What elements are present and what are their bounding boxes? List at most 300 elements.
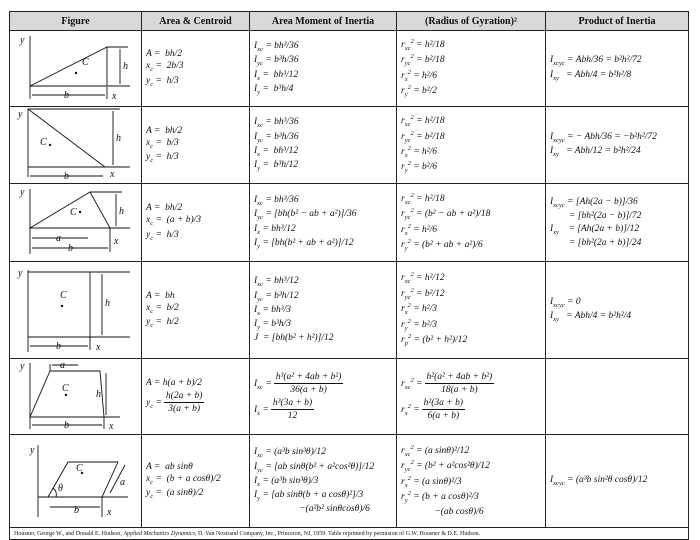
subscript: x [404,75,408,83]
subscript: y [257,242,261,250]
subscript: xc [257,452,263,460]
expression: = h²/6 [413,224,437,235]
symbol: I [254,237,258,248]
symbol: x [146,473,151,484]
figure-cell [10,107,142,184]
formula [550,145,684,159]
expression: = b²/18 [416,131,445,142]
formula [254,208,392,222]
symbol: I [254,475,258,486]
expression: = bh³/12 [262,146,299,156]
symbol: r [401,162,405,173]
formula [401,444,541,459]
denominator: 12 [287,410,298,421]
subscript: y [404,245,408,253]
expression: = h²/6 [413,147,437,158]
figure-cell [10,359,142,435]
formula [401,238,541,253]
expression: = (a³b sin³θ)/12 [265,447,326,458]
fraction [422,397,465,423]
expression: = (b + a cosθ)/2 [155,473,221,484]
numerator: h³(a² + 4ab + b²) [274,371,344,384]
subscript: xc [257,199,263,207]
formula [254,237,392,251]
header-inertia: Area Moment of Inertia [250,12,397,31]
figure-label-b: b [56,341,61,352]
expression: = (a sinθ)/2 [155,488,204,499]
formula [401,130,541,145]
formula [401,84,541,99]
formula [401,145,541,160]
subscript: yc [257,295,263,303]
figure-label-y: y [18,109,23,120]
subscript: c [150,142,154,150]
formula [401,506,541,518]
formula [550,210,684,222]
expression: = b/2 [155,302,179,313]
subscript: xc [404,450,411,458]
figure-label-b: b [74,505,79,516]
subscript: xcyc [553,479,565,487]
formula [401,302,541,317]
symbol: r [401,116,405,127]
symbol: I [254,83,258,94]
symbol: I [550,311,554,321]
formula [254,332,392,344]
expression: = h²/18 [416,116,445,127]
formula [254,371,392,397]
subscript: y [257,165,261,173]
formula [146,229,245,243]
denominator: 36(a + b) [290,385,327,396]
expression: = b³h/4 [262,83,294,94]
symbol: r [401,378,405,389]
formula [550,131,684,145]
symbol: x [146,137,151,148]
formula [401,192,541,207]
expression: = − Abh/36 = −b²h²/72 [567,131,657,142]
superscript: 2 [407,317,411,325]
figure-label-b: b [68,243,73,254]
denominator: 3(a + b) [168,404,201,415]
expression: = (b² + a²cos²θ)/12 [416,461,490,472]
inertia-cell [250,359,397,435]
formula [254,475,392,489]
subscript: xc [404,383,411,391]
symbol: y [146,317,151,328]
symbol: I [254,117,258,128]
figure-label-c: C [70,207,77,218]
symbol: I [254,40,258,51]
subscript: xy [553,228,559,236]
expression: = bh³/12 [262,69,299,80]
formula [146,302,245,316]
formula [254,159,392,173]
area-cell [142,359,250,435]
inertia-cell [250,262,397,359]
formula [550,474,684,488]
subscript: xc [257,383,263,391]
figure-label-h: h [119,206,124,217]
header-area: Area & Centroid [142,12,250,31]
expression: = Abh/12 = b²h²/24 [561,146,641,156]
subscript: c [150,220,154,228]
expression: = h²/12 [416,273,445,284]
formula [401,69,541,84]
formula [254,116,392,130]
superscript: 2 [407,160,411,168]
subscript: xcyc [553,201,565,209]
product-cell [546,359,689,435]
formula [146,473,245,487]
subscript: yc [257,466,263,474]
expression: = ab sinθ [154,461,193,472]
symbol: r [401,461,405,472]
symbol: A [146,290,152,301]
formula [401,490,541,505]
formula [401,114,541,129]
citation-text-end: , D. Van Nostrand Company, Inc., Princeton, NJ, 1959. Table reprinted by permision of G.W. Housner & D.E. Hudson. [194,530,481,537]
formula [254,446,392,460]
symbol: r [401,476,405,487]
formula [254,40,392,54]
formula [401,53,541,68]
subscript: c [150,80,154,88]
figure-cell [10,184,142,262]
formula [401,459,541,474]
superscript: 2 [410,271,414,279]
symbol: r [401,147,405,158]
superscript: 2 [407,474,411,482]
formula [550,296,684,310]
area-cell [142,31,250,107]
gyration-cell [397,107,546,184]
formula [146,316,245,330]
fraction [271,397,314,423]
expression: = bh³/36 [265,40,299,51]
figure-label-x: x [107,507,112,518]
symbol: r [401,492,405,503]
symbol: x [146,61,151,72]
expression: = (b² + h²)/12 [413,335,468,346]
figure-label-x: x [114,236,119,247]
figure-right-triangle [10,31,133,103]
figure-label-y: y [20,187,25,198]
symbol: r [401,335,405,346]
product-cell [546,184,689,262]
figure-label-c: C [60,290,67,301]
expression: = [413,404,420,415]
subscript: xc [404,121,411,129]
formula [401,475,541,490]
subscript: c [150,234,154,242]
symbol: I [254,319,258,330]
citation-title: Applied Mechanics Dynamics [123,530,195,537]
figure-cell [10,435,142,528]
figure-label-x: x [112,91,117,102]
expression: = bh [154,290,175,301]
superscript: 2 [407,83,411,91]
header-gyration: (Radius of Gyration)² [397,12,546,31]
figure-cell [10,262,142,359]
expression: = [416,378,423,389]
formula [401,318,541,333]
symbol: r [401,446,405,457]
expression: = h²/18 [416,193,445,204]
fraction [164,390,205,416]
figure-parallelogram [10,435,133,524]
subscript: y [257,495,261,503]
expression: = h/3 [155,229,179,240]
symbol: I [254,69,258,80]
subscript: y [257,324,261,332]
subscript: x [404,481,408,489]
denominator: 6(a + b) [427,410,460,421]
superscript: 2 [410,376,414,384]
formula [401,287,541,302]
expression: = [155,397,162,408]
denominator: 18(a + b) [441,385,478,396]
product-cell [546,107,689,184]
subscript: c [150,478,154,486]
area-cell [142,262,250,359]
figure-label-y: y [30,445,35,456]
symbol: I [254,461,258,472]
symbol: I [254,194,258,205]
formula [550,310,684,324]
symbol: r [401,55,405,66]
symbol: r [401,404,405,415]
figure-label-b: b [64,171,69,180]
area-cell [142,435,250,528]
symbol: J [254,333,259,344]
expression: = [bh(b² − ab + a²)]/36 [265,209,357,220]
expression: = (a + b)/3 [155,215,202,226]
table-row [10,184,689,262]
expression: −(ab cosθ)/6 [401,506,484,517]
properties-table [9,11,689,540]
subscript: yc [404,466,411,474]
symbol: I [254,490,258,501]
expression: = h(a + b)/2 [154,378,202,389]
area-cell [142,107,250,184]
superscript: 2 [407,237,411,245]
figure-label-x: x [96,342,101,353]
area-cell [142,184,250,262]
subscript: xc [404,278,411,286]
symbol: r [401,304,405,315]
subscript: x [257,309,261,317]
expression: = (b² − ab + a²)/18 [416,209,491,220]
subscript: xc [257,281,263,289]
table-row [10,359,689,435]
superscript: 2 [407,333,412,341]
formula [146,48,245,60]
numerator: h²(a² + 4ab + b²) [425,371,495,384]
formula [254,275,392,289]
figure-label-h: h [116,133,121,144]
formula [254,397,392,423]
subscript: x [404,229,408,237]
header-figure: Figure [10,12,142,31]
expression: = [ab sinθ(b + a cosθ)²]/3 [262,490,364,501]
expression: = h/2 [155,317,179,328]
formula [146,125,245,137]
formula [550,196,684,210]
expression: = b³h/36 [265,55,299,66]
figure-label-c: C [82,57,89,68]
expression: = Abh/36 = b²h²/72 [567,55,642,66]
figure-label-b: b [64,420,69,431]
formula [401,271,541,286]
symbol: A [146,461,152,472]
expression: = bh³/12 [262,223,296,234]
subscript: xcyc [553,60,565,68]
subscript: x [404,152,408,160]
formula [254,223,392,237]
table-row [10,435,689,528]
formula [550,54,684,68]
subscript: xc [404,198,411,206]
symbol: y [146,229,151,240]
symbol: y [146,152,151,163]
subscript: y [404,167,408,175]
figure-label-a: a [60,360,65,371]
subscript: xy [553,315,559,323]
subscript: c [150,157,154,165]
subscript: y [404,497,408,505]
formula [401,207,541,222]
expression: = b²/2 [413,86,437,97]
expression: = [Ah(2a + b)]/12 [561,223,640,234]
expression: = [Ah(2a − b)]/36 [567,196,638,207]
formula [146,214,245,228]
symbol: r [401,273,405,284]
inertia-cell [250,435,397,528]
subscript: x [404,309,408,317]
symbol: A [146,49,152,59]
symbol: I [254,276,258,287]
figure-label-b: b [64,90,69,101]
figure-label-c: C [40,137,47,148]
subscript: c [150,66,154,74]
expression: = h²/18 [416,39,445,50]
figure-trapezoid [10,359,133,431]
figure-label-x: x [109,421,114,431]
expression: = h/3 [155,75,179,86]
expression: = [bh(b² + ab + a²)]/12 [262,237,354,248]
superscript: 2 [410,191,414,199]
formula [146,377,245,389]
symbol: I [550,69,554,80]
subscript: yc [257,136,263,144]
gyration-cell [397,184,546,262]
table-row [10,262,689,359]
superscript: 2 [410,443,414,451]
gyration-cell [397,31,546,107]
formula [401,223,541,238]
figure-general-triangle [10,184,133,258]
formula [146,75,245,89]
symbol: I [254,378,258,389]
product-cell [546,262,689,359]
formula [254,131,392,145]
figure-label-t: θ [58,483,63,494]
expression: = bh³/3 [262,304,291,315]
symbol: I [550,474,554,485]
formula [254,304,392,318]
expression: = (a sinθ)²/3 [413,476,462,487]
table-row [10,107,689,184]
figure-label-c: C [76,463,83,474]
superscript: 2 [410,53,414,61]
superscript: 2 [410,129,414,137]
superscript: 2 [410,114,414,122]
formula [146,137,245,151]
figure-label-y: y [20,361,25,372]
symbol: A [146,378,152,389]
table-row [10,31,689,107]
superscript: 2 [410,37,414,45]
expression: = bh/2 [154,125,183,136]
formula [254,83,392,97]
expression: = [bh²(2a − b)]/72 [550,211,642,222]
expression: = h/3 [155,152,179,163]
formula [254,145,392,159]
figure-inverted-right-triangle [10,107,133,180]
superscript: 2 [410,459,414,467]
numerator: h²(3a + b) [422,397,465,410]
inertia-cell [250,184,397,262]
numerator: h(2a + b) [164,390,205,403]
symbol: I [254,447,258,458]
symbol: r [401,240,405,251]
figure-label-h: h [105,298,110,309]
numerator: h³(3a + b) [271,397,314,410]
symbol: I [254,290,258,301]
subscript: x [257,409,261,417]
subscript: x [257,228,261,236]
symbol: I [550,296,554,307]
gyration-cell [397,262,546,359]
expression: = b²/6 [413,162,437,173]
symbol: I [254,404,258,415]
formula [146,290,245,302]
subscript: xy [553,150,559,158]
expression: = b/3 [155,137,179,148]
expression: = 2b/3 [155,61,184,72]
symbol: I [550,131,554,142]
expression: = bh³/36 [265,117,299,128]
superscript: 2 [407,222,411,230]
product-cell [546,435,689,528]
subscript: xcyc [553,136,565,144]
expression: = [bh²(2a + b)]/24 [550,237,642,248]
formula [254,290,392,304]
expression: = [ab sinθ(b² + a²cos²θ)]/12 [265,461,375,472]
subscript: yc [404,136,411,144]
formula [550,69,684,83]
formula [146,390,245,416]
subscript: y [404,324,408,332]
formula [401,160,541,175]
header-row [10,12,689,31]
inertia-cell [250,107,397,184]
symbol: I [550,223,554,234]
symbol: r [401,70,405,81]
expression: = b³h/3 [262,319,291,330]
superscript: 2 [407,302,411,310]
